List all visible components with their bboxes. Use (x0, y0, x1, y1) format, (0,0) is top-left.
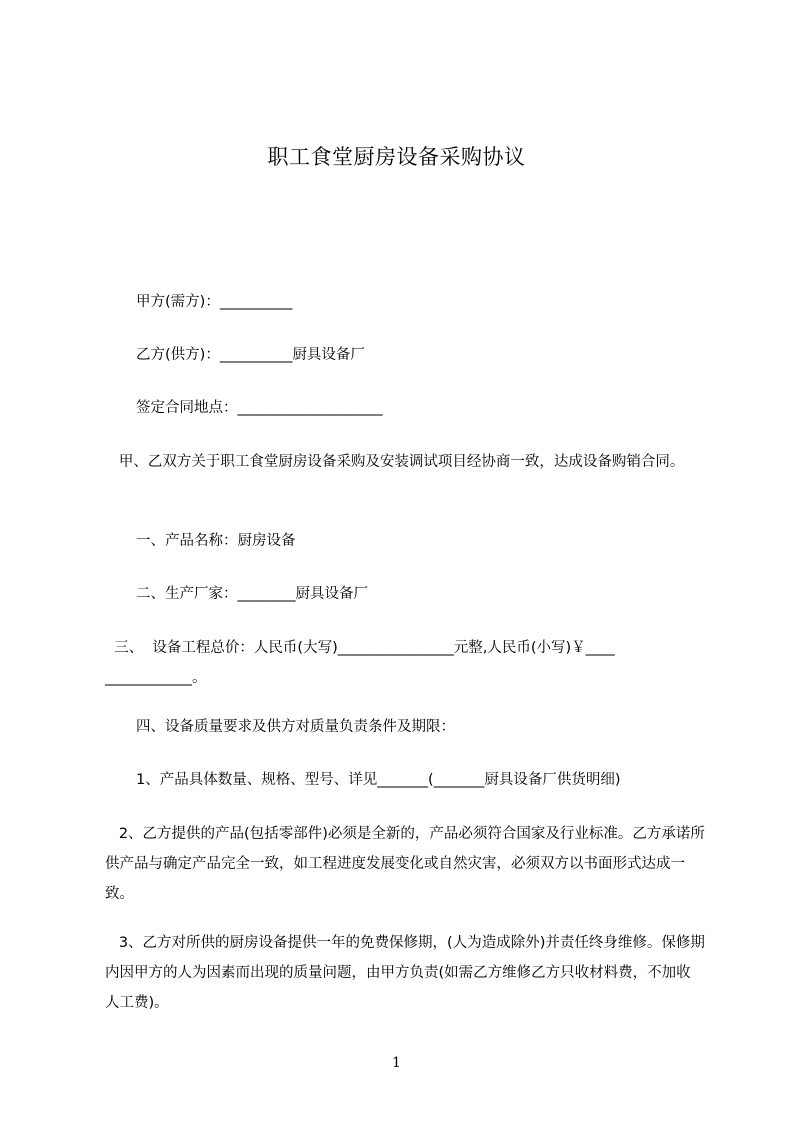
item-3-warranty: 3、乙方对所供的厨房设备提供一年的免费保修期，(人为造成除外)并责任终身维修。保修期内因甲方的人为因素而出现的质量问题，由甲方负责(如需乙方维修乙方只收材料费，不加收人工费)。 (105, 935, 705, 1011)
section-4-quality-terms: 四、设备质量要求及供方对质量负责条件及期限： (136, 719, 455, 735)
party-a-line: 甲方(需方)：__________ (136, 294, 293, 310)
section-3-total-price: 三、 设备工程总价：人民币(大写)________________元整,人民币(小写)￥____ ____________。 (105, 640, 624, 686)
intro-paragraph: 甲、乙双方关于职工食堂厨房设备采购及安装调试项目经协商一致，达成设备购销合同。 (105, 454, 685, 470)
document-title: 职工食堂厨房设备采购协议 (267, 145, 526, 169)
signing-place-line: 签定合同地点：____________________ (136, 400, 383, 416)
item-2-product-requirements: 2、乙方提供的产品(包括零部件)必须是全新的，产品必须符合国家及行业标准。乙方承诺所供产品与确定产品完全一致，如工程进度发展变化或自然灾害，必须双方以书面形式达成一致。 (105, 826, 705, 902)
section-1-product-name: 一、产品名称：厨房设备 (136, 533, 296, 549)
party-b-line: 乙方(供方)：__________厨具设备厂 (136, 347, 365, 363)
section-2-manufacturer: 二、生产厂家：________厨具设备厂 (136, 586, 368, 602)
item-1-specifications: 1、产品具体数量、规格、型号、详见_______(_______厨具设备厂供货明细) (136, 772, 621, 788)
page-number: 1 (392, 1055, 401, 1071)
